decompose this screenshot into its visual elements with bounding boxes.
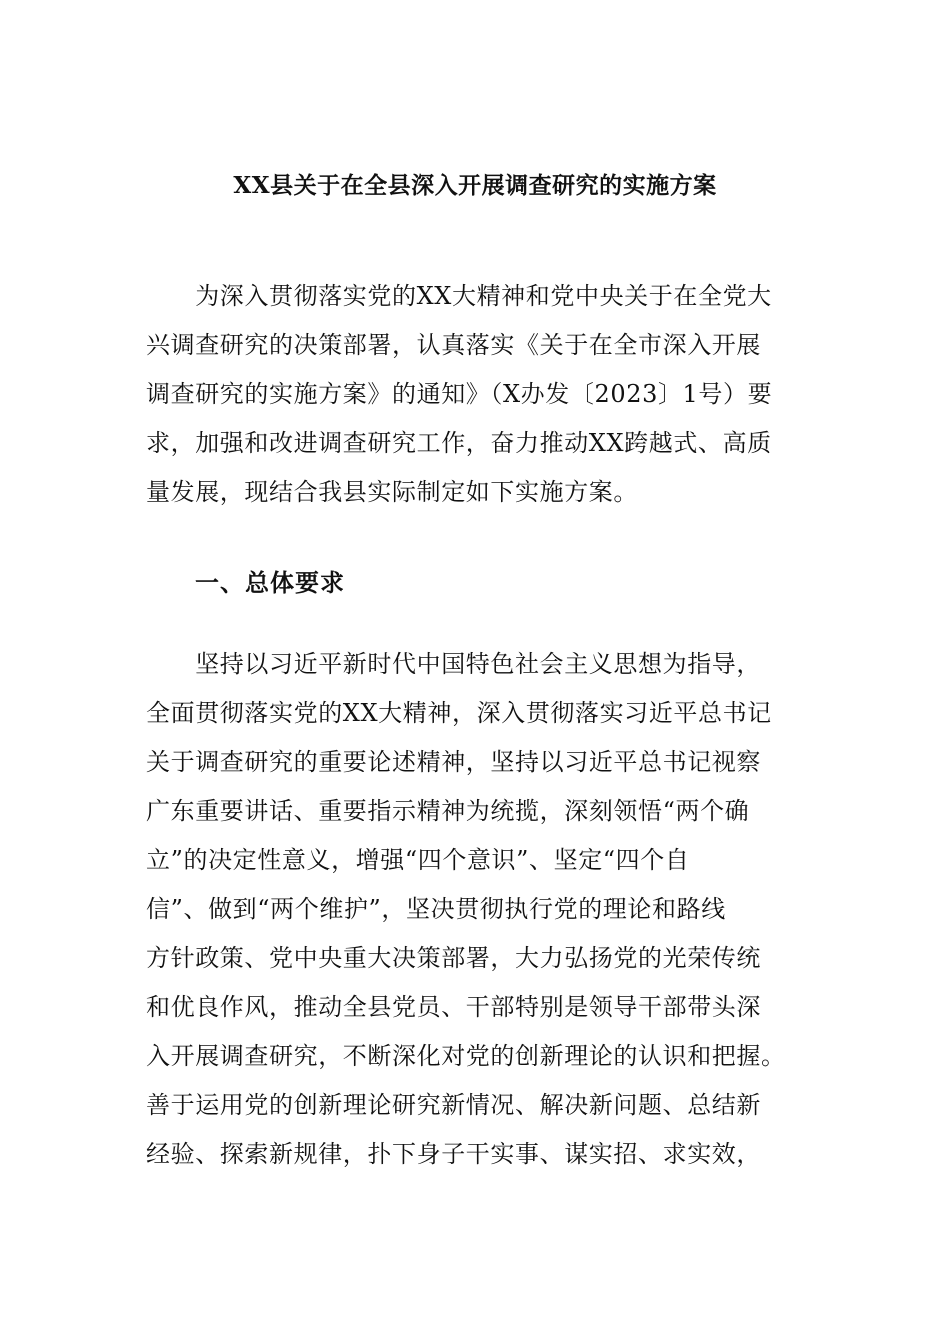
body-line: 经验、探索新规律，扑下身子干实事、谋实招、求实效， — [146, 1140, 761, 1168]
intro-line: 为深入贯彻落实党的XX大精神和党中央关于在全党大 — [146, 282, 772, 310]
body-line: 信”、做到“两个维护”，坚决贯彻执行党的理论和路线 — [146, 895, 726, 923]
intro-paragraph — [146, 272, 806, 517]
section-1-paragraph — [146, 640, 806, 1179]
body-line: 全面贯彻落实党的XX大精神，深入贯彻落实习近平总书记 — [146, 699, 772, 727]
intro-line: 量发展，现结合我县实际制定如下实施方案。 — [146, 478, 638, 506]
body-line: 关于调查研究的重要论述精神，坚持以习近平总书记视察 — [146, 748, 761, 776]
body-line: 立”的决定性意义，增强“四个意识”、坚定“四个自 — [146, 846, 690, 874]
body-line: 和优良作风，推动全县党员、干部特别是领导干部带头深 — [146, 993, 761, 1021]
intro-line: 求，加强和改进调查研究工作，奋力推动XX跨越式、高质 — [146, 429, 772, 457]
body-line: 方针政策、党中央重大决策部署，大力弘扬党的光荣传统 — [146, 944, 761, 972]
body-line: 入开展调查研究，不断深化对党的创新理论的认识和把握。 — [146, 1042, 786, 1070]
body-line: 坚持以习近平新时代中国特色社会主义思想为指导， — [146, 650, 761, 678]
intro-line: 兴调查研究的决策部署，认真落实《关于在全市深入开展 — [146, 331, 761, 359]
document-title: XX县关于在全县深入开展调查研究的实施方案 — [233, 172, 717, 199]
body-line: 广东重要讲话、重要指示精神为统揽，深刻领悟“两个确 — [146, 797, 750, 825]
body-line: 善于运用党的创新理论研究新情况、解决新问题、总结新 — [146, 1091, 761, 1119]
intro-line: 调查研究的实施方案》的通知》（X办发〔2023〕1号）要 — [146, 380, 773, 408]
section-heading: 一、总体要求 — [195, 568, 345, 597]
